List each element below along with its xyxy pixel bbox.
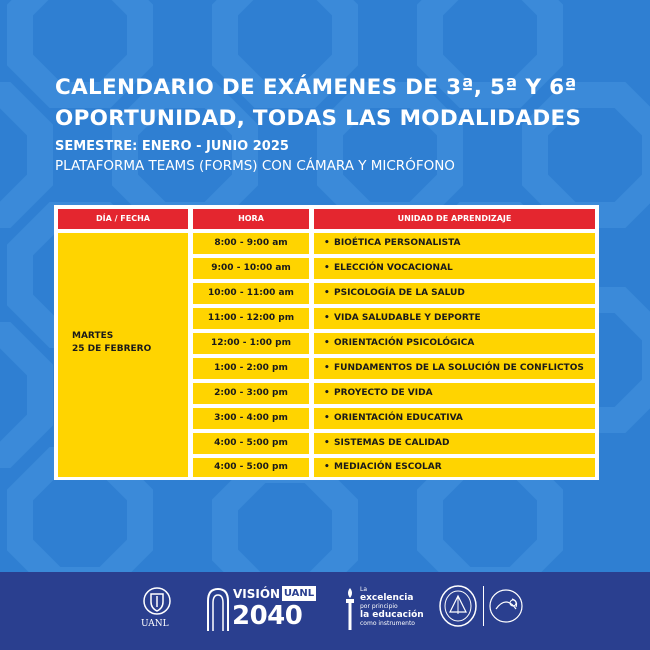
unit-cell xyxy=(314,258,595,279)
day-cell xyxy=(58,233,188,477)
excelencia-motto xyxy=(360,586,424,627)
footer-logos-bar xyxy=(0,572,650,650)
unit-label: ORIENTACIÓN EDUCATIVA xyxy=(334,413,463,423)
uanl-logo-text: UANL xyxy=(141,619,169,629)
title-line-1: CALENDARIO DE EXÁMENES DE 3ª, 5ª Y 6ª xyxy=(55,75,577,100)
hour-cell: 4:00 - 5:00 pm xyxy=(193,458,309,477)
unit-label: FUNDAMENTOS DE LA SOLUCIÓN DE CONFLICTOS xyxy=(334,363,584,373)
faculty-seal-icon xyxy=(438,584,478,628)
bullet-icon: • xyxy=(324,363,330,373)
page-title xyxy=(55,72,615,134)
vision-arch-icon xyxy=(206,587,230,631)
header-unit: UNIDAD DE APRENDIZAJE xyxy=(314,209,595,229)
unit-label: PROYECTO DE VIDA xyxy=(334,388,433,398)
hour-cell: 1:00 - 2:00 pm xyxy=(193,358,309,379)
uanl-shield-icon xyxy=(142,586,172,616)
motto-line-1: La xyxy=(360,586,368,593)
logo-divider xyxy=(483,586,484,626)
unit-cell xyxy=(314,333,595,354)
exam-schedule-table xyxy=(54,205,599,480)
unit-label: ORIENTACIÓN PSICOLÓGICA xyxy=(334,338,475,348)
hour-cell: 8:00 - 9:00 am xyxy=(193,233,309,254)
unit-label: PSICOLOGÍA DE LA SALUD xyxy=(334,288,465,298)
bullet-icon: • xyxy=(324,263,330,273)
header-day: DÍA / FECHA xyxy=(58,209,188,229)
psychology-faculty-seal-icon xyxy=(488,585,524,627)
semester-label: SEMESTRE: ENERO - JUNIO 2025 xyxy=(55,139,289,154)
hour-cell: 9:00 - 10:00 am xyxy=(193,258,309,279)
day-date xyxy=(72,330,151,356)
unit-label: BIOÉTICA PERSONALISTA xyxy=(334,238,461,248)
unit-cell xyxy=(314,283,595,304)
bullet-icon: • xyxy=(324,413,330,423)
unit-label: VIDA SALUDABLE Y DEPORTE xyxy=(334,313,481,323)
bullet-icon: • xyxy=(324,288,330,298)
bullet-icon: • xyxy=(324,238,330,248)
motto-line-3: por principio xyxy=(360,603,398,610)
unit-cell xyxy=(314,308,595,329)
unit-cell xyxy=(314,358,595,379)
title-line-2: OPORTUNIDAD, TODAS LAS MODALIDADES xyxy=(55,106,582,131)
unit-cell xyxy=(314,433,595,454)
unit-label: SISTEMAS DE CALIDAD xyxy=(334,438,450,448)
bullet-icon: • xyxy=(324,462,330,472)
bullet-icon: • xyxy=(324,313,330,323)
unit-label: MEDIACIÓN ESCOLAR xyxy=(334,462,442,472)
hour-cell: 4:00 - 5:00 pm xyxy=(193,433,309,454)
unit-cell xyxy=(314,233,595,254)
unit-cell xyxy=(314,458,595,477)
day-weekday: MARTES xyxy=(72,331,114,341)
unit-cell xyxy=(314,408,595,429)
torch-icon xyxy=(343,586,357,632)
unit-cell xyxy=(314,383,595,404)
header-hour: HORA xyxy=(193,209,309,229)
bullet-icon: • xyxy=(324,338,330,348)
unit-label: ELECCIÓN VOCACIONAL xyxy=(334,263,453,273)
vision-uanl-badge: UANL xyxy=(283,588,315,599)
bullet-icon: • xyxy=(324,388,330,398)
vision-label: VISIÓN xyxy=(233,587,281,601)
hour-cell: 10:00 - 11:00 am xyxy=(193,283,309,304)
hour-cell: 3:00 - 4:00 pm xyxy=(193,408,309,429)
bullet-icon: • xyxy=(324,438,330,448)
hour-cell: 11:00 - 12:00 pm xyxy=(193,308,309,329)
day-date-text: 25 DE FEBRERO xyxy=(72,344,152,354)
vision-year: 2040 xyxy=(232,601,303,631)
hour-cell: 2:00 - 3:00 pm xyxy=(193,383,309,404)
motto-line-2: excelencia xyxy=(360,593,414,603)
hour-cell: 12:00 - 1:00 pm xyxy=(193,333,309,354)
motto-line-4: la educación xyxy=(360,610,424,620)
platform-label: PLATAFORMA TEAMS (FORMS) CON CÁMARA Y MICRÓFONO xyxy=(55,158,455,174)
motto-line-5: como instrumento xyxy=(360,620,415,627)
